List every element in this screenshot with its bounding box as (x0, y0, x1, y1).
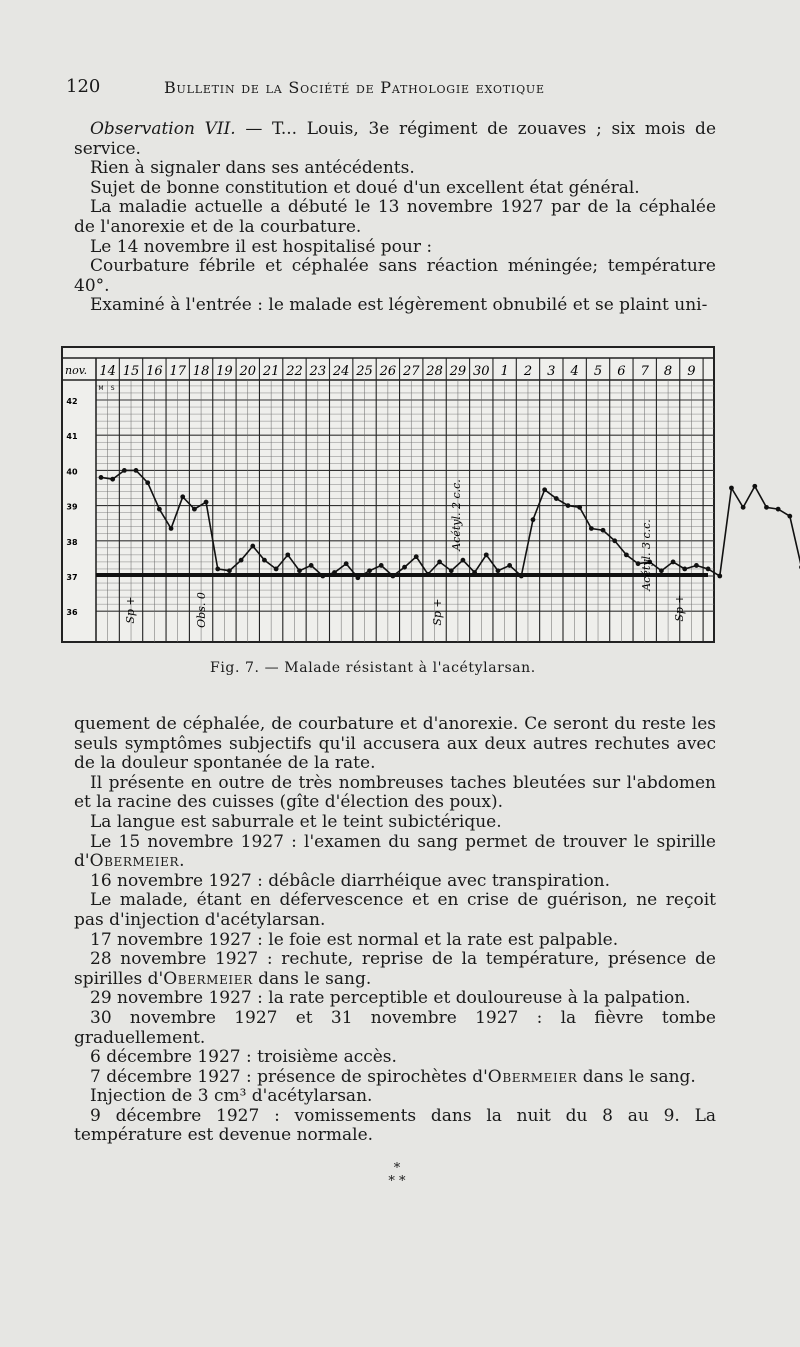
morning-label: M (98, 385, 104, 392)
day-label: 3 (547, 364, 556, 379)
temperature-point (566, 503, 571, 508)
y-tick-label: 37 (66, 573, 78, 582)
temperature-point (379, 563, 384, 568)
paragraph: 16 novembre 1927 : débâcle diarrhéique avec transpiration. (90, 870, 611, 891)
paragraph: Sujet de bonne constitution et doué d'un excellent état général. (90, 177, 640, 198)
journal-title: Bulletin de la Société de Pathologie exotique (164, 78, 545, 97)
temperature-point (764, 505, 769, 510)
temperature-point (332, 570, 337, 575)
text-run: Le 15 novembre 1927 : l'examen du sang permet de trouver le spirille d' (74, 831, 716, 872)
day-label: 22 (286, 364, 303, 379)
paragraph: Injection de 3 cm³ d'acétylarsan. (90, 1086, 373, 1107)
month-label: nov. (65, 364, 88, 377)
temperature-point (262, 558, 267, 563)
temperature-point (589, 526, 594, 531)
paragraph (74, 833, 716, 872)
paragraph (74, 950, 716, 989)
day-label: 15 (122, 364, 140, 379)
temperature-point (706, 567, 711, 572)
page-number: 120 (66, 76, 101, 97)
day-label: 29 (449, 364, 467, 379)
temperature-point (519, 574, 524, 579)
temperature-point (414, 554, 419, 559)
paragraph: La maladie actuelle a débuté le 13 novembre 1927 par de la céphalée de l'anorexie et de la courbature. (74, 197, 716, 237)
temperature-point (250, 544, 255, 549)
day-label: 17 (169, 364, 186, 379)
temperature-point (344, 561, 349, 566)
paragraph: Il présente en outre de très nombreuses taches bleutées sur l'abdomen et la racine des cuisses (gîte d'élection des poux). (74, 772, 716, 813)
temperature-point (227, 568, 232, 573)
day-label: 4 (570, 364, 579, 379)
day-label: 7 (640, 364, 649, 379)
temperature-point (169, 526, 174, 531)
paragraph: Le 14 novembre il est hospitalisé pour : (90, 236, 433, 257)
day-label: 27 (402, 364, 420, 379)
temperature-point (659, 568, 664, 573)
temperature-point (554, 496, 559, 501)
temperature-point (192, 507, 197, 512)
author-name: Obermeier (163, 968, 253, 989)
temperature-point (320, 574, 325, 579)
day-label: 30 (473, 364, 490, 379)
observation-title: Observation VII. (90, 119, 236, 139)
evening-label: S (110, 385, 115, 392)
temperature-point (204, 500, 209, 505)
temperature-point (355, 575, 360, 580)
chart-annotation: Acétyl. 2 c.c. (450, 479, 463, 551)
temperature-point (461, 558, 466, 563)
bottom-text (74, 715, 716, 1146)
temperature-point (122, 468, 127, 473)
day-label: 9 (687, 364, 696, 379)
temperature-point (531, 517, 536, 522)
temperature-point (717, 574, 722, 579)
temperature-point (612, 538, 617, 543)
temperature-point (787, 514, 792, 519)
paragraph: quement de céphalée, de courbature et d'anorexie. Ce seront du reste les seuls symptômes subjectifs qu'il accusera aux deux autres rechutes avec de la douleur spontanée de la rate. (74, 714, 716, 774)
day-label: 20 (239, 364, 257, 379)
day-label: 28 (426, 364, 443, 379)
temperature-point (449, 568, 454, 573)
temperature-point (437, 560, 442, 565)
day-label: 26 (379, 364, 397, 379)
temperature-point (729, 486, 734, 491)
temperature-point (496, 568, 501, 573)
temperature-point (507, 563, 512, 568)
day-label: 5 (593, 364, 603, 379)
temperature-point (285, 552, 290, 557)
chart-annotation: Sp + (124, 596, 137, 624)
paragraph: La langue est saburrale et le teint subictérique. (90, 811, 502, 832)
day-label: 1 (500, 364, 509, 379)
day-label: 21 (262, 364, 280, 379)
temperature-point (752, 484, 757, 489)
y-tick-label: 40 (66, 467, 78, 477)
y-tick-label: 41 (66, 432, 78, 442)
paragraph: 30 novembre 1927 et 31 novembre 1927 : la fièvre tombe graduellement. (74, 1007, 716, 1048)
text-run: dans le sang. (577, 1066, 696, 1087)
temperature-point (426, 572, 431, 577)
day-label: 25 (356, 364, 373, 379)
chart-annotation: Obs. 0 (195, 592, 208, 628)
y-tick-label: 39 (66, 502, 78, 512)
temperature-point (99, 475, 104, 480)
observation-intro: — T... Louis, 3e régiment de zouaves ; six mois de service. (74, 119, 716, 159)
section-ornament (382, 1162, 412, 1188)
temperature-point (145, 480, 150, 485)
temperature-point (601, 528, 606, 533)
ornament-stars: * * (388, 1174, 406, 1189)
paragraph: Examiné à l'entrée : le malade est légèrement obnubilé et se plaint uni- (90, 295, 708, 316)
temperature-point (472, 570, 477, 575)
temperature-point (624, 552, 629, 557)
y-tick-label: 38 (66, 537, 78, 547)
temperature-point (390, 574, 395, 579)
paragraph: Rien à signaler dans ses antécédents. (90, 158, 415, 179)
temperature-point (134, 468, 139, 473)
temperature-point (215, 567, 220, 572)
temperature-point (682, 567, 687, 572)
author-name: Obermeier (487, 1066, 578, 1087)
paragraph: 6 décembre 1927 : troisième accès. (90, 1047, 397, 1068)
paragraph: Courbature fébrile et céphalée sans réaction méningée; température 40°. (74, 256, 716, 296)
chart-annotation: Sp + (431, 598, 444, 626)
paragraph (74, 1068, 716, 1088)
text-run: . (179, 851, 185, 872)
temperature-point (367, 568, 372, 573)
chart-annotation: Sp + (673, 594, 686, 622)
day-label: 18 (192, 364, 210, 379)
figure-caption: Fig. 7. — Malade résistant à l'acétylarsan. (210, 660, 536, 676)
day-label: 19 (216, 364, 233, 379)
day-label: 14 (99, 364, 116, 379)
temperature-point (694, 563, 699, 568)
day-label: 8 (663, 364, 673, 379)
chart-annotation: Acétyl. 3 c.c. (640, 519, 653, 591)
temperature-point (309, 563, 314, 568)
y-tick-label: 36 (66, 608, 78, 618)
ornament-star: * (393, 1161, 401, 1176)
day-label: 23 (309, 364, 327, 379)
day-label: 24 (332, 364, 350, 379)
temperature-point (741, 505, 746, 510)
temperature-point (274, 567, 279, 572)
paragraph: Le malade, étant en défervescence et en crise de guérison, ne reçoit pas d'injection d'acétylarsan. (74, 890, 716, 930)
day-label: 2 (523, 364, 533, 379)
temperature-point (542, 487, 547, 492)
text-run: 28 novembre 1927 : rechute, reprise de la température, présence de spirilles d' (74, 949, 716, 989)
temperature-point (484, 552, 489, 557)
paragraph: 9 décembre 1927 : vomissements dans la nuit du 8 au 9. La température est devenue normale. (74, 1105, 716, 1146)
day-label: 6 (617, 364, 626, 379)
author-name: Obermeier (89, 851, 180, 872)
temperature-chart (0, 0, 800, 660)
temperature-point (110, 477, 115, 482)
temperature-point (577, 505, 582, 510)
y-tick-label: 42 (66, 397, 78, 406)
temperature-point (671, 560, 676, 565)
text-run: 7 décembre 1927 : présence de spirochètes d' (90, 1066, 488, 1087)
temperature-point (180, 494, 185, 499)
paragraph: 17 novembre 1927 : le foie est normal et la rate est palpable. (90, 929, 619, 950)
temperature-point (297, 568, 302, 573)
day-label: 16 (146, 364, 163, 379)
paragraph: 29 novembre 1927 : la rate perceptible et douloureuse à la palpation. (90, 988, 691, 1009)
temperature-point (239, 558, 244, 563)
temperature-point (776, 507, 781, 512)
temperature-point (402, 565, 407, 570)
temperature-point (157, 507, 162, 512)
text-run: dans le sang. (252, 968, 372, 989)
